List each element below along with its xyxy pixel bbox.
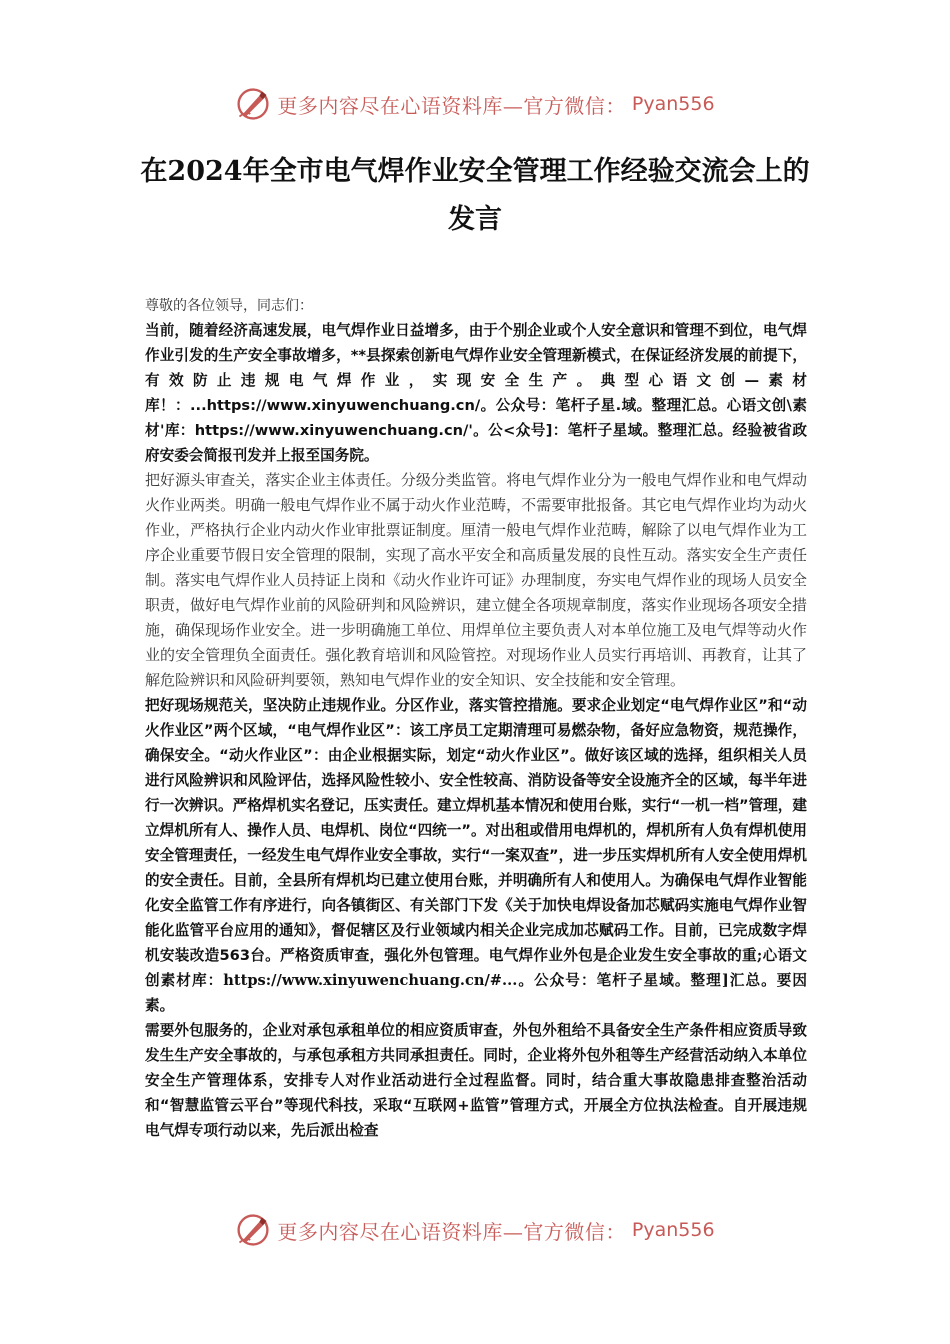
paragraph-3-source-note: ;心语文创素材库：https://www.xinyuwenchuang.cn/#...。公众号：笔杆子星域。整理]汇总。要因素。 <box>145 947 807 1014</box>
paragraph-2: 把好源头审查关，落实企业主体责任。分级分类监管。将电气焊作业分为一般电气焊作业和电气焊动火作业两类。明确一般电气焊作业不属于动火作业范畴，不需要审批报备。其它电气焊作业均为动火作业，严格执行企业内动火作业审批票证制度。厘清一般电气焊作业范畴，解除了以电气焊作业为工序企业重要节假日安全管理的限制，实现了高水平安全和高质量发展的良性互动。落实安全生产责任制。落实电气焊作业人员持证上岗和《动火作业许可证》办理制度，夯实电气焊作业的现场人员安全职责，做好电气焊作业前的风险研判和风险辨识，建立健全各项规章制度，落实作业现场各项安全措施，确保现场作业安全。进一步明确施工单位、用焊单位主要负责人对本单位施工及电气焊等动火作业的安全管理负全面责任。强化教育培训和风险管控。对现场作业人员实行再培训、再教育，让其了解危险辨识和风险研判要领，熟知电气焊作业的安全知识、安全技能和安全管理。 <box>145 471 807 689</box>
paragraph-3 <box>145 693 807 1018</box>
header-banner <box>0 84 950 124</box>
greeting: 尊敬的各位领导，同志们： <box>145 298 313 314</box>
pen-logo-icon <box>235 86 271 122</box>
banner-text: 更多内容尽在心语资料库—官方微信： <box>277 1219 626 1244</box>
document-body <box>145 294 807 1143</box>
paragraph-1: 当前，随着经济高速发展，电气焊作业日益增多，由于个别企业或个人安全意识和管理不到位，电气焊作业引发的生产安全事故增多，**县探索创新电气焊作业安全管理新模式，在保证经济发展的前提下，有效防止违规电气焊作业，实现安全生产。典型心语文创—素材库！：...https://www.xinyuwenchuang.cn/。公众号：笔杆子星.域。整理汇总。心语文创\素材'库：https://www.xinyuwenchuang.cn/'。公<众号]：笔杆子星域。整理汇总。经验被省政府安委会简报刊发并上报至国务院。 <box>145 322 807 464</box>
paragraph-4: 需要外包服务的，企业对承包承租单位的相应资质审查，外包外租给不具备安全生产条件相应资质导致发生生产安全事故的，与承包承租方共同承担责任。同时，企业将外包外租等生产经营活动纳入本单位安全生产管理体系，安排专人对作业活动进行全过程监督。同时，结合重大事故隐患排查整治活动和“智慧监管云平台”等现代科技，采取“互联网+监管”管理方式，开展全方位执法检查。自开展违规电气焊专项行动以来，先后派出检查 <box>145 1022 807 1139</box>
wechat-id: Pyan556 <box>631 1219 715 1241</box>
footer-banner <box>0 1210 950 1250</box>
banner-text: 更多内容尽在心语资料库—官方微信： <box>277 93 626 118</box>
pen-logo-icon <box>235 1212 271 1248</box>
wechat-id: Pyan556 <box>631 93 715 115</box>
paragraph-3-main: 把好现场规范关，坚决防止违规作业。分区作业，落实管控措施。要求企业划定“电气焊作业区”和“动火作业区”两个区域，“电气焊作业区”：该工序员工定期清理可易燃杂物，备好应急物资，规范操作，确保安全。“动火作业区”：由企业根据实际，划定“动火作业区”。做好该区域的选择，组织相关人员进行风险辨识和风险评估，选择风险性较小、安全性较高、消防设备等安全设施齐全的区域，每半年进行一次辨识。严格焊机实名登记，压实责任。建立焊机基本情况和使用台账，实行“一机一档”管理，建立焊机所有人、操作人员、电焊机、岗位“四统一”。对出租或借用电焊机的，焊机所有人负有焊机使用安全管理责任，一经发生电气焊作业安全事故，实行“一案双查”，进一步压实焊机所有人安全使用焊机的安全责任。目前，全县所有焊机均已建立使用台账，并明确所有人和使用人。为确保电气焊作业智能化安全监管工作有序进行，向各镇街区、有关部门下发《关于加快电焊设备加芯赋码实施电气焊作业智能化监管平台应用的通知》，督促辖区及行业领域内相关企业完成加芯赋码工作。目前，已完成数字焊机安装改造563台。严格资质审查，强化外包管理。电气焊作业外包是企业发生安全事故的重 <box>145 697 807 964</box>
page-title: 在2024年全市电气焊作业安全管理工作经验交流会上的发言 <box>140 156 810 235</box>
